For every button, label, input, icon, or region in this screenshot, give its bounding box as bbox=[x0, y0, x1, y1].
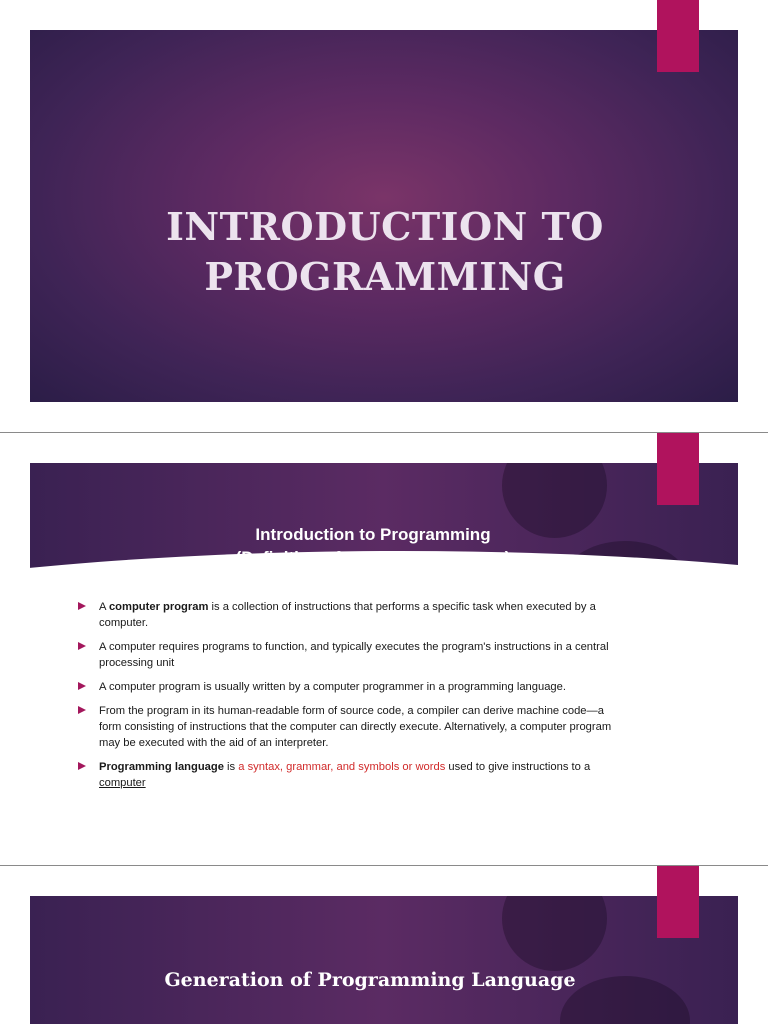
list-item bbox=[78, 679, 628, 695]
slide-heading-line-1: Introduction to Programming bbox=[255, 525, 491, 544]
accent-tab bbox=[657, 0, 699, 72]
triangle-bullet-icon bbox=[78, 642, 86, 650]
slide-heading bbox=[60, 523, 686, 569]
accent-tab bbox=[657, 433, 699, 505]
slide-title-line-1: INTRODUCTION TO bbox=[166, 204, 604, 249]
computer-link[interactable]: computer bbox=[99, 777, 146, 789]
slide-title bbox=[60, 202, 710, 302]
slide-1 bbox=[0, 0, 768, 432]
bullet-highlight: a syntax, grammar, and symbols or words bbox=[238, 761, 446, 773]
header-banner bbox=[30, 463, 738, 579]
header-banner bbox=[30, 896, 738, 1024]
triangle-bullet-icon bbox=[78, 762, 86, 770]
triangle-bullet-icon bbox=[78, 602, 86, 610]
bullet-text: is a collection of instructions that performs a specific task when executed by a computer. bbox=[99, 601, 596, 629]
bullet-text: used to give instructions to a bbox=[445, 761, 591, 773]
bullet-bold-term: Programming language bbox=[99, 761, 224, 773]
slide-title-line-2: PROGRAMMING bbox=[204, 254, 566, 299]
slide-heading-line-2: (Definition of Computer Program ) bbox=[235, 548, 511, 567]
bullet-text: A bbox=[99, 601, 109, 613]
bullet-bold-term: computer program bbox=[108, 601, 209, 613]
title-panel bbox=[30, 30, 738, 402]
decorative-circle bbox=[502, 896, 607, 971]
bullet-text: A computer requires programs to function, and typically executes the program's instructions in a central processing unit bbox=[99, 641, 609, 669]
slide-heading: Generation of Programming Language bbox=[164, 969, 576, 991]
accent-tab bbox=[657, 866, 699, 938]
bullet-text: is bbox=[223, 761, 239, 773]
slide-2 bbox=[0, 433, 768, 865]
list-item bbox=[78, 703, 628, 751]
triangle-bullet-icon bbox=[78, 706, 86, 714]
triangle-bullet-icon bbox=[78, 682, 86, 690]
list-item bbox=[78, 759, 628, 791]
list-item bbox=[78, 599, 628, 631]
slide-3 bbox=[0, 866, 768, 1024]
bullet-list bbox=[78, 599, 628, 799]
list-item bbox=[78, 639, 628, 671]
bullet-text: A computer program is usually written by a computer programmer in a programming language. bbox=[99, 681, 566, 693]
bullet-text: From the program in its human-readable form of source code, a compiler can derive machine code—a form consisting of instructions that the computer can directly execute. Alternatively, a computer program may be executed with the aid of an interpreter. bbox=[99, 705, 612, 749]
